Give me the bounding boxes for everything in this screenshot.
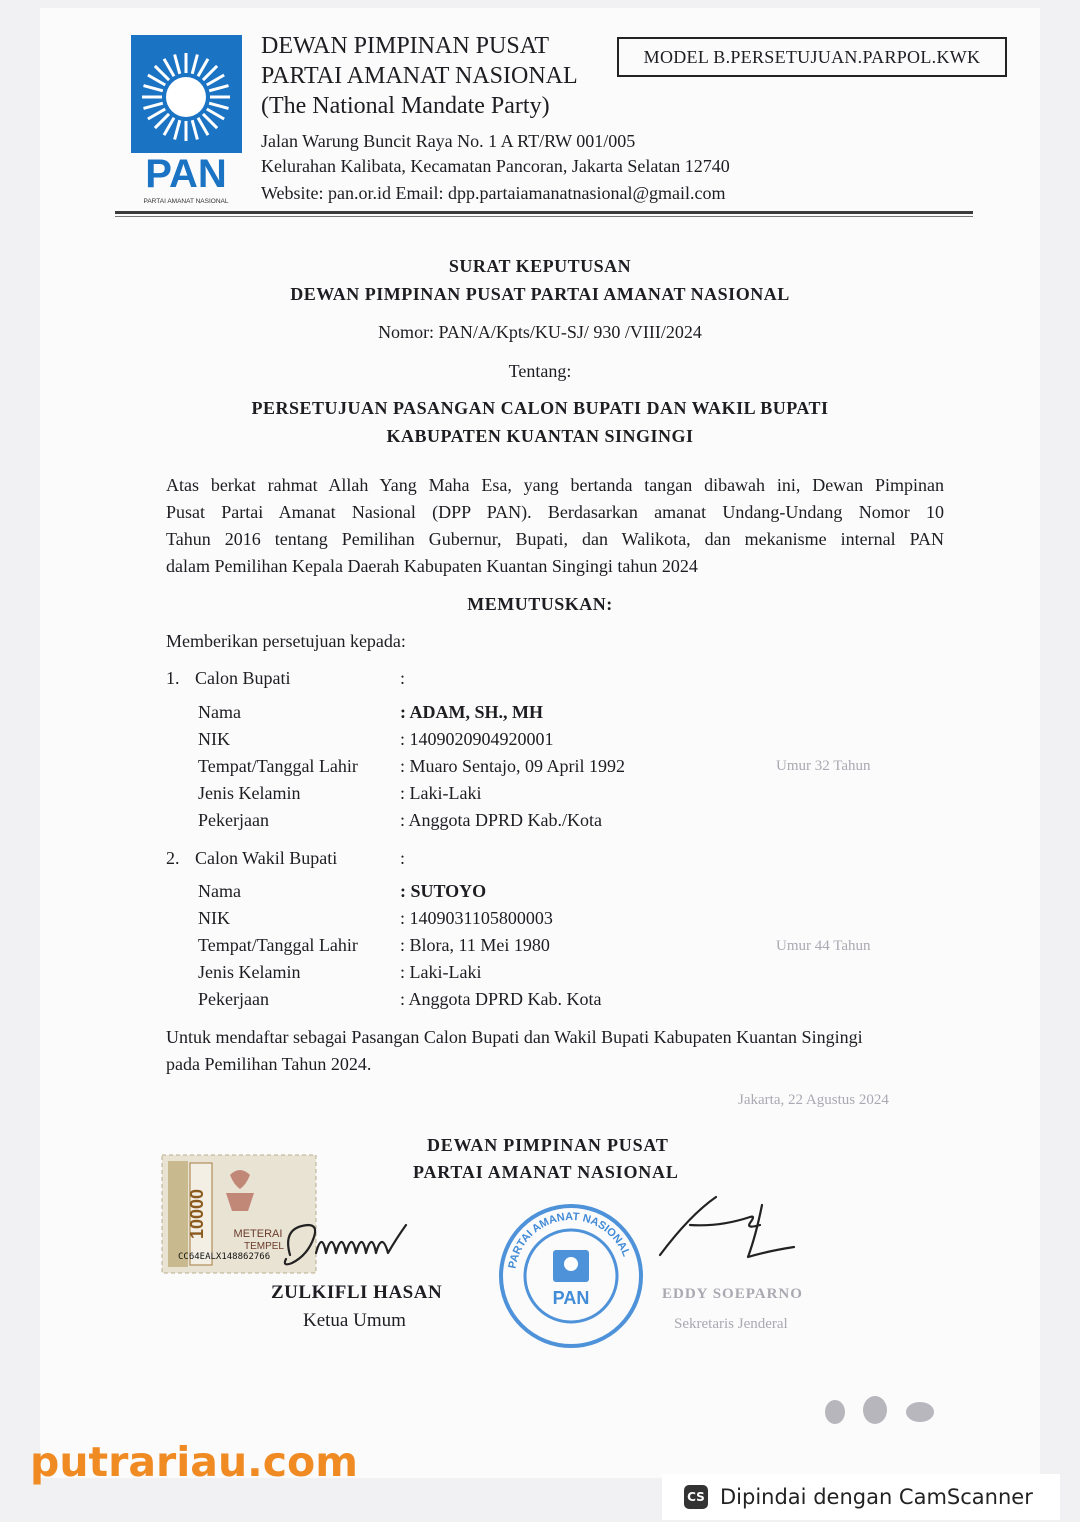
field-value: : Anggota DPRD Kab. Kota bbox=[400, 989, 602, 1009]
field-label: NIK bbox=[198, 908, 230, 928]
seal-center: PAN bbox=[552, 1288, 590, 1308]
decree-title: SURAT KEPUTUSAN bbox=[448, 256, 632, 276]
field-value: : Muaro Sentajo, 09 April 1992 bbox=[400, 756, 625, 776]
site-watermark: putrariau.com bbox=[30, 1438, 358, 1486]
candidate-role: Calon Wakil Bupati bbox=[195, 848, 338, 868]
org-line-2: PARTAI AMANAT NASIONAL bbox=[261, 63, 578, 89]
field-label: Nama bbox=[198, 702, 241, 722]
address-line-2: Kelurahan Kalibata, Kecamatan Pancoran, Jakarta Selatan 12740 bbox=[261, 156, 730, 176]
signer-2-name: EDDY SOEPARNO bbox=[662, 1286, 803, 1302]
decree-number: Nomor: PAN/A/Kpts/KU-SJ/ 930 /VIII/2024 bbox=[378, 322, 702, 342]
signature-zulkifli bbox=[250, 1205, 450, 1285]
camscanner-icon: CS bbox=[684, 1485, 708, 1509]
closing-line-1: Untuk mendaftar sebagai Pasangan Calon Bupati dan Wakil Bupati Kabupaten Kuantan Singingi bbox=[166, 1027, 863, 1047]
org-line-3: (The National Mandate Party) bbox=[261, 93, 550, 119]
subject-line-1: PERSETUJUAN PASANGAN CALON BUPATI DAN WAKIL BUPATI bbox=[251, 398, 829, 418]
field-label: Pekerjaan bbox=[198, 810, 269, 830]
subject-line-2: KABUPATEN KUANTAN SINGINGI bbox=[386, 426, 694, 446]
candidate-number: 1. bbox=[166, 668, 180, 688]
field-label: NIK bbox=[198, 729, 230, 749]
header-rule bbox=[115, 211, 973, 214]
stamp-label-2: TEMPEL bbox=[243, 1241, 285, 1252]
role-colon: : bbox=[400, 668, 406, 688]
field-label: Jenis Kelamin bbox=[198, 783, 301, 803]
candidate-number: 2. bbox=[166, 848, 180, 868]
camscanner-badge bbox=[662, 1474, 1060, 1520]
field-value: : Laki-Laki bbox=[400, 962, 482, 982]
signer-1-name: ZULKIFLI HASAN bbox=[271, 1282, 443, 1303]
field-value: : 1409031105800003 bbox=[400, 908, 553, 928]
contact-line: Website: pan.or.id Email: dpp.partaiamanatnasional@gmail.com bbox=[261, 183, 726, 203]
field-value: : Blora, 11 Mei 1980 bbox=[400, 935, 550, 955]
logo-caption: PARTAI AMANAT NASIONAL bbox=[143, 198, 229, 205]
signer-1-title: Ketua Umum bbox=[303, 1310, 406, 1331]
intro-paragraph bbox=[166, 472, 944, 580]
field-value: : Laki-Laki bbox=[400, 783, 482, 803]
candidate-name: : SUTOYO bbox=[400, 881, 487, 901]
signature-org-1: DEWAN PIMPINAN PUSAT bbox=[427, 1135, 669, 1155]
closing-line-2: pada Pemilihan Tahun 2024. bbox=[166, 1054, 372, 1074]
field-label: Jenis Kelamin bbox=[198, 962, 301, 982]
seal-text: PARTAI AMANAT NASIONAL bbox=[506, 1210, 633, 1270]
candidate-role: Calon Bupati bbox=[195, 668, 291, 688]
decides-heading: MEMUTUSKAN: bbox=[467, 594, 613, 614]
org-line-1: DEWAN PIMPINAN PUSAT bbox=[261, 33, 550, 59]
field-label: Tempat/Tanggal Lahir bbox=[198, 756, 358, 776]
stamp-label-1: METERAI bbox=[233, 1228, 283, 1240]
place-date: Jakarta, 22 Agustus 2024 bbox=[738, 1092, 889, 1108]
header-rule-thin bbox=[115, 216, 973, 217]
role-colon: : bbox=[400, 848, 406, 868]
field-label: Pekerjaan bbox=[198, 989, 269, 1009]
age-note: Umur 32 Tahun bbox=[776, 758, 871, 774]
field-value: : 1409020904920001 bbox=[400, 729, 554, 749]
intro-line: Tahun 2016 tentang Pemilihan Gubernur, Bupati, dan Walikota, dan mekanisme internal PAN bbox=[166, 529, 944, 549]
intro-line: dalam Pemilihan Kepala Daerah Kabupaten Kuantan Singingi tahun 2024 bbox=[166, 556, 698, 576]
decree-issuer: DEWAN PIMPINAN PUSAT PARTAI AMANAT NASIONAL bbox=[290, 284, 790, 304]
address-line-1: Jalan Warung Buncit Raya No. 1 A RT/RW 001/005 bbox=[261, 131, 636, 151]
field-label: Tempat/Tanggal Lahir bbox=[198, 935, 358, 955]
age-note: Umur 44 Tahun bbox=[776, 938, 871, 954]
model-code-box: MODEL B.PERSETUJUAN.PARPOL.KWK bbox=[617, 37, 1007, 77]
about-label: Tentang: bbox=[508, 361, 572, 381]
approval-label: Memberikan persetujuan kepada: bbox=[166, 631, 406, 651]
pan-logo bbox=[131, 35, 242, 205]
stamp-value: 10000 bbox=[187, 1188, 207, 1240]
blurred-initials bbox=[805, 1390, 945, 1430]
signature-eddy bbox=[650, 1185, 810, 1275]
logo-text: PAN bbox=[145, 152, 227, 196]
candidate-name: : ADAM, SH., MH bbox=[400, 702, 543, 722]
camscanner-label: Dipindai dengan CamScanner bbox=[720, 1485, 1033, 1509]
stamp-code: CC64EALX148862766 bbox=[178, 1252, 271, 1262]
intro-line: Atas berkat rahmat Allah Yang Maha Esa, yang bertanda tangan dibawah ini, Dewan Pimpinan bbox=[166, 475, 944, 495]
intro-line: Pusat Partai Amanat Nasional (DPP PAN). Berdasarkan amanat Undang-Undang Nomor 10 bbox=[166, 502, 944, 522]
signature-org-2: PARTAI AMANAT NASIONAL bbox=[413, 1162, 679, 1182]
field-value: : Anggota DPRD Kab./Kota bbox=[400, 810, 602, 830]
party-seal bbox=[497, 1200, 645, 1352]
signer-2-title: Sekretaris Jenderal bbox=[674, 1316, 788, 1332]
field-label: Nama bbox=[198, 881, 241, 901]
